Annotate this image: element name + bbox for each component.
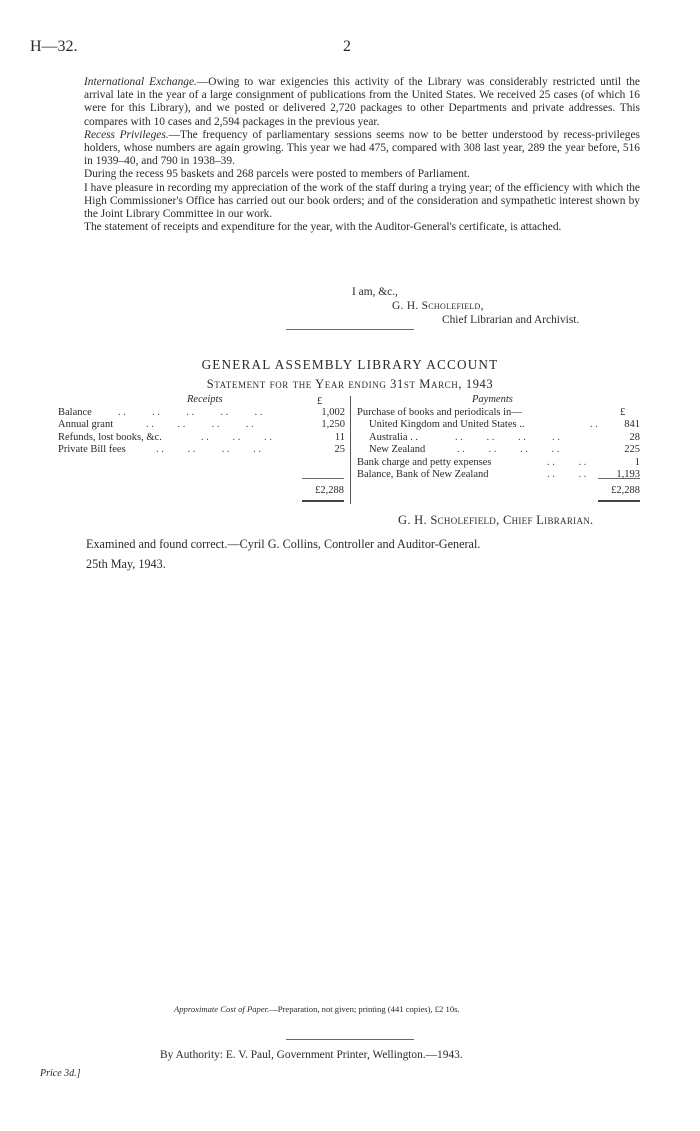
receipt-amount: 25 — [334, 444, 345, 456]
signature-closing: I am, &c., — [352, 286, 398, 298]
receipts-heading: Receipts — [187, 394, 223, 405]
payment-label: United Kingdom and United States .. — [369, 419, 525, 431]
payments-total-rule — [598, 478, 640, 479]
page-number: 2 — [343, 38, 351, 55]
section-divider — [286, 329, 414, 330]
payments-total: £2,288 — [611, 485, 640, 496]
payments-total-double-rule — [598, 500, 640, 502]
government-printer-line: By Authority: E. V. Paul, Government Printer, Wellington.—1943. — [160, 1049, 463, 1061]
paragraph-international-exchange — [84, 76, 640, 129]
payment-label: Balance, Bank of New Zealand — [357, 468, 489, 480]
payment-label: New Zealand — [369, 444, 426, 456]
leader-dots: . . . . — [547, 468, 587, 480]
receipts-total-rule — [302, 478, 344, 479]
cost-label: Approximate Cost of Paper. — [174, 1004, 270, 1014]
leader-dots: . . . . . . . . — [146, 419, 254, 431]
report-body — [84, 76, 640, 234]
payment-label: Purchase of books and periodicals in— — [357, 407, 522, 418]
receipts-currency: £ — [317, 396, 323, 407]
footer-divider — [286, 1039, 414, 1040]
payment-amount: 28 — [629, 431, 640, 443]
table-row — [357, 444, 640, 456]
paragraph-recess-baskets: During the recess 95 baskets and 268 parcels were posted to members of Parliament. — [84, 168, 470, 181]
table-row — [357, 457, 640, 469]
account-title: GENERAL ASSEMBLY LIBRARY ACCOUNT — [201, 357, 499, 372]
receipt-label: Annual grant — [58, 419, 114, 431]
account-subtitle: Statement for the Year ending 31st March, 1943 — [206, 377, 494, 391]
leader-dots: . . . . . . . . . . — [118, 407, 263, 418]
table-row — [357, 469, 640, 481]
payments-table — [357, 407, 640, 481]
payment-amount: 225 — [624, 444, 640, 456]
paragraph-text: —Owing to war exigencies this activity of the Library was considerably restricted until the arrival late in the year of a large consignment of publications from the United States. We received 25 cases (of which 16 were for this Library), and we posted or delivered 2,720 packages to other Departments and private addresses. This compares with 10 cases and 2,594 packages in the previous year. — [84, 76, 640, 128]
price-label: Price 3d.] — [40, 1068, 81, 1079]
table-row — [58, 444, 345, 456]
receipt-amount: 1,250 — [321, 419, 345, 431]
leader-dots: . . . . — [547, 456, 587, 468]
receipt-label: Balance — [58, 407, 92, 418]
column-divider — [350, 396, 351, 504]
table-row — [58, 419, 345, 431]
table-row — [357, 419, 640, 431]
receipts-table — [58, 407, 345, 457]
table-row — [58, 407, 345, 419]
leader-dots: . . . . . . . . — [457, 444, 560, 456]
leader-dots: . . . . . . . . — [156, 444, 261, 456]
audit-certificate: Examined and found correct.—Cyril G. Collins, Controller and Auditor-General. — [86, 537, 481, 551]
signature-title: Chief Librarian and Archivist. — [442, 314, 580, 326]
account-signature: G. H. Scholefield, Chief Librarian. — [398, 513, 594, 527]
receipts-total: £2,288 — [315, 485, 344, 496]
paragraph-heading: Recess Privileges. — [84, 128, 169, 141]
cost-of-paper — [174, 1004, 460, 1014]
paragraph-recess-privileges — [84, 129, 640, 169]
payment-amount: 1,193 — [616, 468, 640, 480]
payment-label: Bank charge and petty expenses — [357, 456, 492, 468]
paragraph-text: —The frequency of parliamentary sessions seems now to be better understood by recess-privileges holders, whose numbers are again growing. This year we had 475, compared with 308 last year, 289 the year before, 516 in 1939–40, and 790 in 1938–39. — [84, 128, 640, 168]
payment-label: Australia . . — [369, 431, 418, 443]
payment-amount: 841 — [624, 419, 640, 431]
paragraph-heading: International Exchange. — [84, 76, 197, 88]
leader-dots: . . . . . . — [201, 431, 272, 443]
leader-dots: . . — [590, 419, 598, 431]
table-row — [357, 407, 640, 419]
document-reference: H—32. — [30, 38, 78, 55]
receipts-total-double-rule — [302, 500, 344, 502]
audit-date: 25th May, 1943. — [86, 557, 166, 571]
receipt-amount: 11 — [334, 431, 345, 443]
payments-heading: Payments — [472, 394, 513, 405]
table-row — [58, 432, 345, 444]
leader-dots: . . . . . . . . — [455, 431, 560, 443]
paragraph-appreciation: I have pleasure in recording my appreciation of the work of the staff during a trying year; of the efficiency with which the High Commissioner's Office has carried out our book orders; and of the consideration and sympathetic interest shown by the Joint Library Committee in our work. — [84, 181, 640, 221]
table-row — [357, 432, 640, 444]
signature-name: G. H. Scholefield, — [392, 300, 484, 312]
payment-amount: 1 — [634, 456, 640, 468]
paragraph-statement: The statement of receipts and expenditure for the year, with the Auditor-General's certificate, is attached. — [84, 221, 562, 234]
receipt-label: Private Bill fees — [58, 444, 126, 456]
cost-text: —Preparation, not given; printing (441 copies), £2 10s. — [269, 1004, 460, 1014]
receipt-amount: 1,002 — [321, 407, 345, 418]
payments-currency: £ — [620, 407, 626, 418]
receipt-label: Refunds, lost books, &c. — [58, 431, 162, 443]
